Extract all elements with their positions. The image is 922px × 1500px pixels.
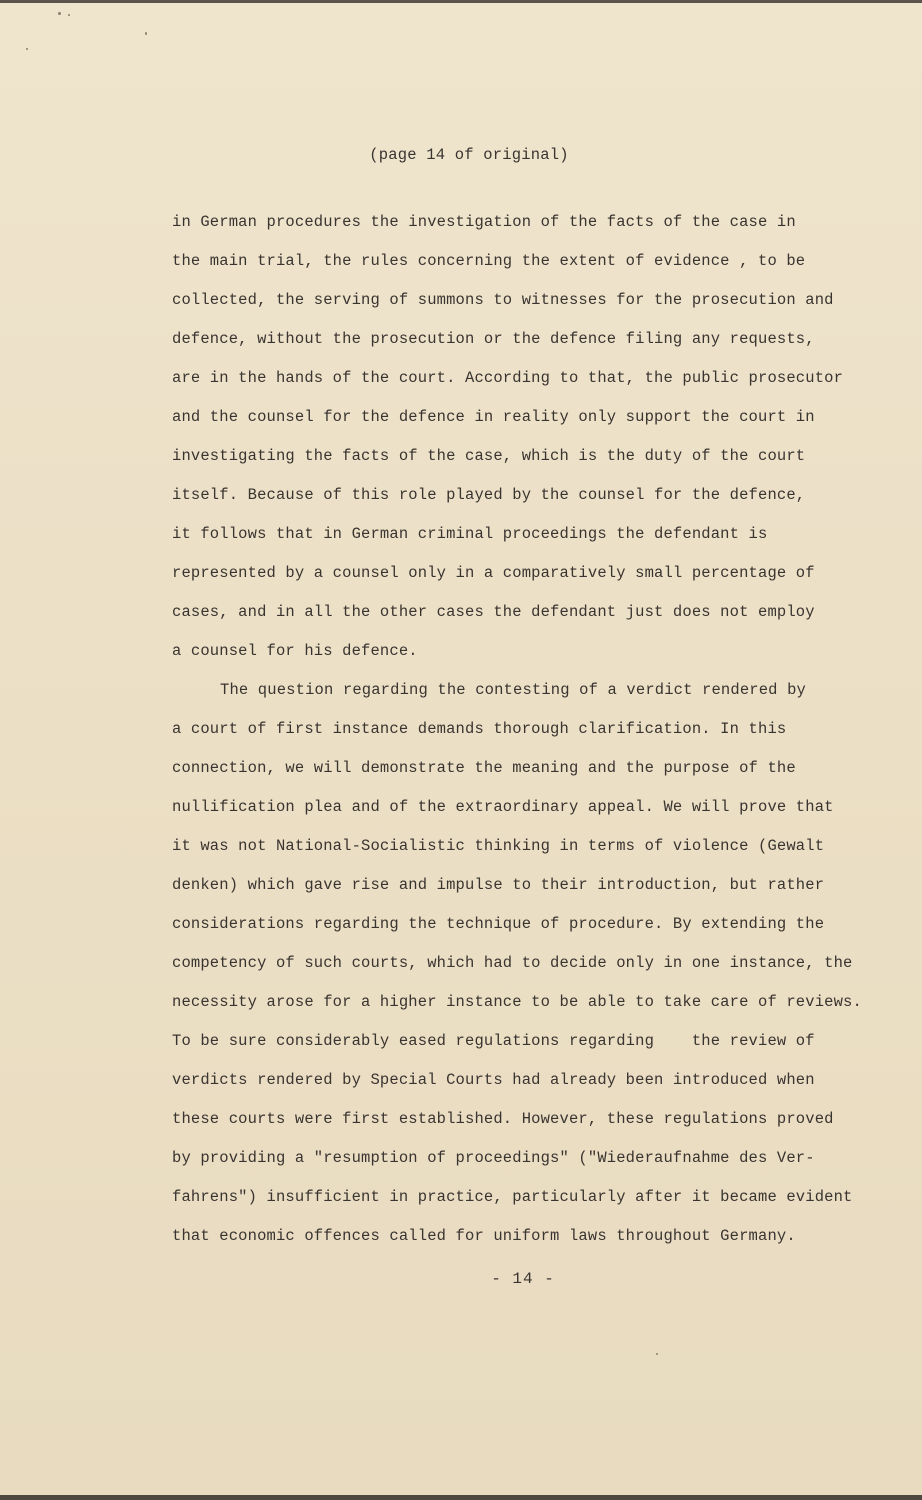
text-line: competency of such courts, which had to decide only in one instance, the [172,954,853,972]
page-top-edge [0,0,922,3]
text-line: these courts were first established. However, these regulations proved [172,1110,834,1128]
text-line: considerations regarding the technique of procedure. By extending the [172,915,825,933]
text-line: To be sure considerably eased regulations regarding the review of [172,1032,815,1050]
text-line: investigating the facts of the case, which is the duty of the court [172,447,806,465]
text-line: The question regarding the contesting of a verdict rendered by [220,681,806,699]
text-line: cases, and in all the other cases the defendant just does not employ [172,603,815,621]
body-text [172,203,872,1256]
paragraph-2 [172,671,872,1256]
text-line: that economic offences called for uniform laws throughout Germany. [172,1227,796,1245]
page-number: - 14 - [491,1270,555,1288]
paper-speck [26,48,28,50]
text-line: necessity arose for a higher instance to be able to take care of reviews. [172,993,862,1011]
text-line: in German procedures the investigation of the facts of the case in [172,213,796,231]
page-bottom-edge [0,1495,922,1500]
paper-speck [68,14,70,16]
text-line: itself. Because of this role played by the counsel for the defence, [172,486,806,504]
text-line: verdicts rendered by Special Courts had already been introduced when [172,1071,815,1089]
paragraph-1 [172,203,872,671]
text-line: a court of first instance demands thorough clarification. In this [172,720,787,738]
text-line: nullification plea and of the extraordinary appeal. We will prove that [172,798,834,816]
text-line: the main trial, the rules concerning the extent of evidence , to be [172,252,806,270]
paper-speck [58,12,61,15]
text-line: collected, the serving of summons to witnesses for the prosecution and [172,291,834,309]
text-line: fahrens") insufficient in practice, particularly after it became evident [172,1188,853,1206]
text-line: connection, we will demonstrate the meaning and the purpose of the [172,759,796,777]
text-line: represented by a counsel only in a comparatively small percentage of [172,564,815,582]
text-line: it follows that in German criminal proceedings the defendant is [172,525,768,543]
text-line: defence, without the prosecution or the defence filing any requests, [172,330,815,348]
text-line: it was not National-Socialistic thinking in terms of violence (Gewalt [172,837,825,855]
text-line: and the counsel for the defence in reality only support the court in [172,408,815,426]
text-line: a counsel for his defence. [172,642,418,660]
text-line: by providing a "resumption of proceedings" ("Wiederaufnahme des Ver- [172,1149,815,1167]
paper-speck [656,1353,658,1355]
paper-speck [145,32,147,35]
page-header: (page 14 of original) [369,146,569,164]
text-line: denken) which gave rise and impulse to their introduction, but rather [172,876,825,894]
text-line: are in the hands of the court. According to that, the public prosecutor [172,369,844,387]
